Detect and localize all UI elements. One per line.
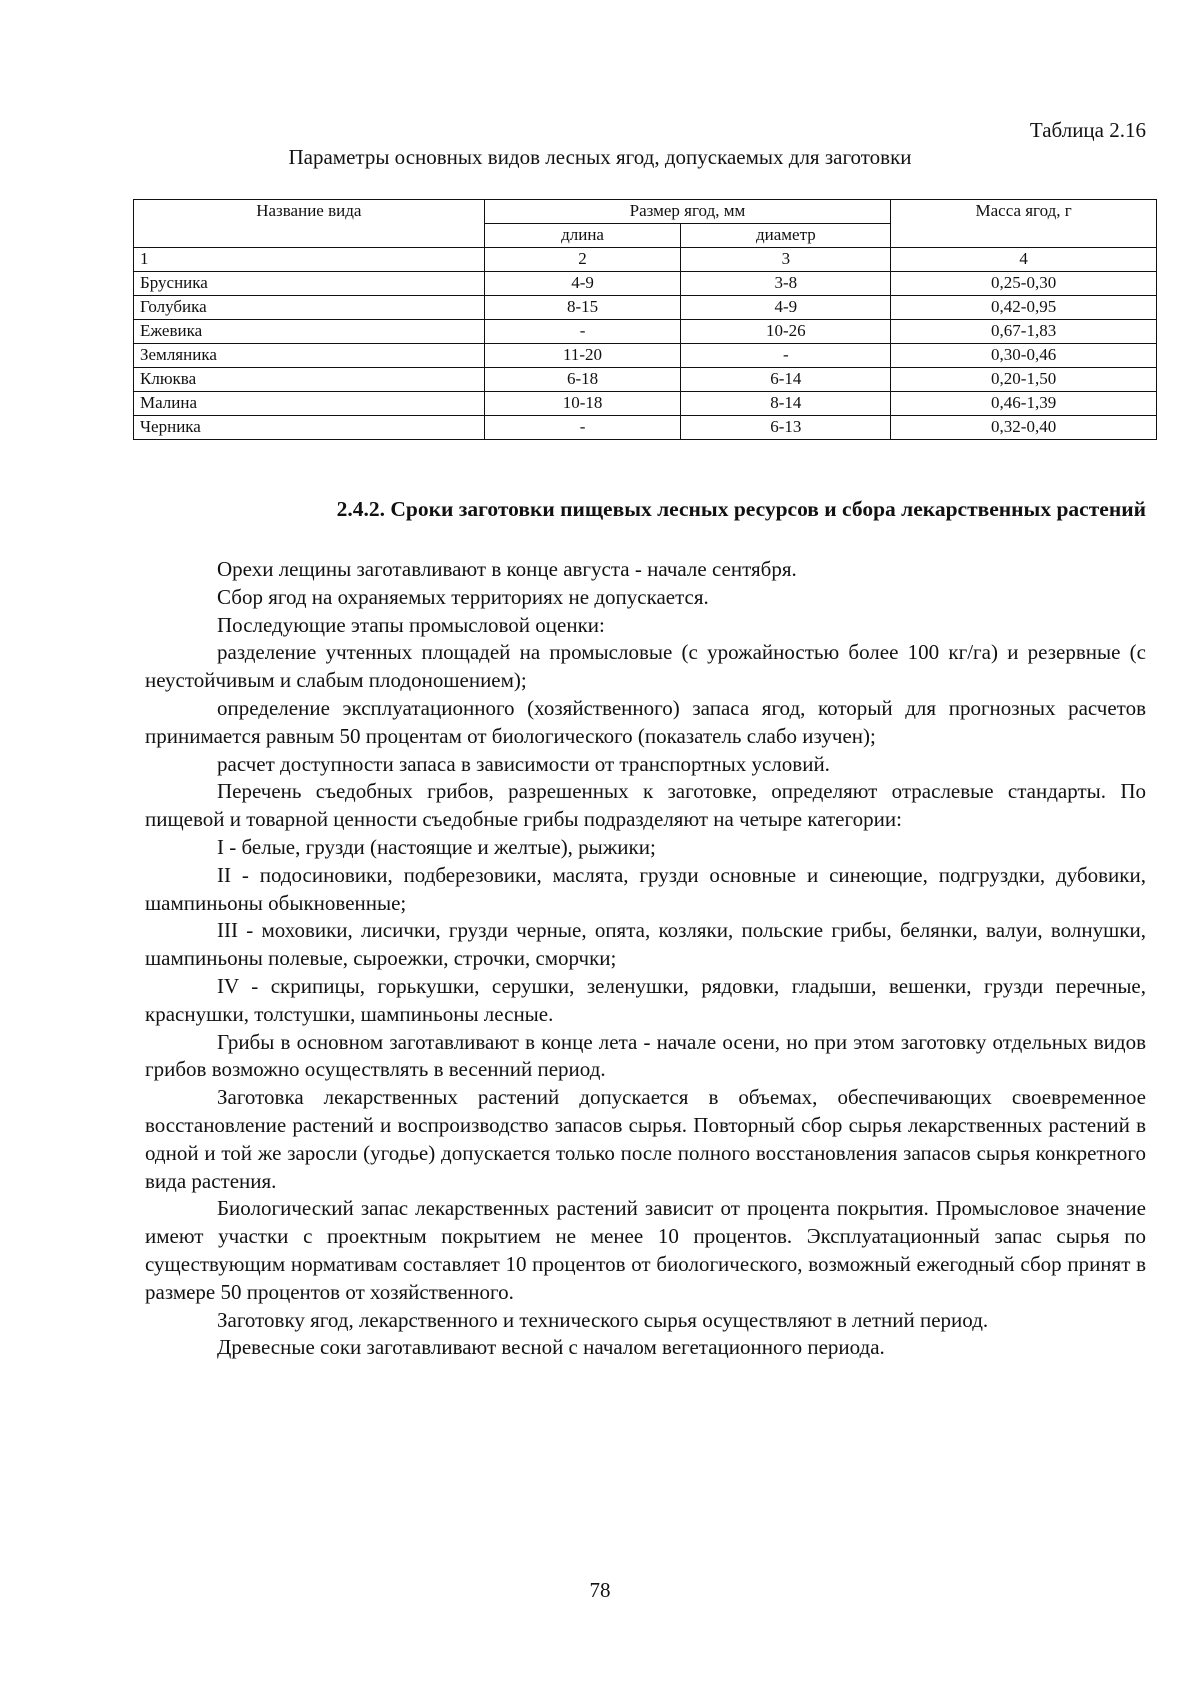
cell-length: 8-15: [484, 296, 681, 320]
paragraph: IV - скрипицы, горькушки, серушки, зеленушки, рядовки, гладыши, вешенки, грузди перечные, краснушки, толстушки, шампиньоны лесные.: [145, 973, 1146, 1026]
cell-mass: 0,20-1,50: [891, 368, 1157, 392]
paragraph: Заготовка лекарственных растений допускается в объемах, обеспечивающих своевременное восстановление растений и воспроизводство запасов сырья. Повторный сбор сырья лекарственных растений в одной и той же заросли (угодье) допускается только после полного восстановления запасов сырья конкретного вида растения.: [145, 1085, 1146, 1193]
cell-length: 11-20: [484, 344, 681, 368]
header-mass: Масса ягод, г: [891, 200, 1157, 248]
cell-mass: 0,30-0,46: [891, 344, 1157, 368]
cell-name: Ежевика: [134, 320, 485, 344]
paragraph: Сбор ягод на охраняемых территориях не допускается.: [217, 584, 709, 609]
paragraph: расчет доступности запаса в зависимости от транспортных условий.: [217, 751, 830, 776]
cell-diameter: -: [681, 344, 891, 368]
cell-length: 4-9: [484, 272, 681, 296]
table-row: [134, 392, 1157, 416]
paragraph: Заготовку ягод, лекарственного и технического сырья осуществляют в летний период.: [217, 1307, 989, 1332]
paragraph: Последующие этапы промысловой оценки:: [217, 612, 605, 637]
cell-mass: 0,42-0,95: [891, 296, 1157, 320]
cell-diameter: 8-14: [681, 392, 891, 416]
cell-diameter: 3-8: [681, 272, 891, 296]
cell-name: Малина: [134, 392, 485, 416]
cell-diameter: 4-9: [681, 296, 891, 320]
cell-name: Клюква: [134, 368, 485, 392]
column-number: 2: [484, 248, 681, 272]
cell-name: Брусника: [134, 272, 485, 296]
cell-mass: 0,46-1,39: [891, 392, 1157, 416]
paragraph: I - белые, грузди (настоящие и желтые), рыжики;: [217, 834, 656, 859]
table-caption: Параметры основных видов лесных ягод, допускаемых для заготовки: [288, 145, 912, 169]
cell-name: Голубика: [134, 296, 485, 320]
section-heading: 2.4.2. Сроки заготовки пищевых лесных ресурсов и сбора лекарственных растений: [336, 497, 1146, 521]
table-row: [134, 416, 1157, 440]
cell-length: 6-18: [484, 368, 681, 392]
cell-diameter: 6-13: [681, 416, 891, 440]
berry-parameters-table: [133, 199, 1157, 440]
cell-length: -: [484, 320, 681, 344]
table-row: [134, 272, 1157, 296]
table-number: Таблица 2.16: [1029, 118, 1146, 142]
page-number: 78: [589, 1578, 611, 1602]
column-number: 3: [681, 248, 891, 272]
paragraph: Древесные соки заготавливают весной с началом вегетационного периода.: [217, 1335, 885, 1360]
paragraph: II - подосиновики, подберезовики, маслята, грузди основные и синеющие, подгруздки, дубовики, шампиньоны обыкновенные;: [145, 862, 1146, 915]
column-number-row: [134, 248, 1157, 272]
header-diameter: диаметр: [681, 224, 891, 248]
cell-length: 10-18: [484, 392, 681, 416]
cell-length: -: [484, 416, 681, 440]
paragraph: Перечень съедобных грибов, разрешенных к заготовке, определяют отраслевые стандарты. По пищевой и товарной ценности съедобные грибы подразделяют на четыре категории:: [145, 779, 1146, 832]
paragraph: Биологический запас лекарственных растений зависит от процента покрытия. Промысловое значение имеют участки с проектным покрытием не менее 10 процентов. Эксплуатационный запас сырья по существующим нормативам составляет 10 процентов от биологического, возможный ежегодный сбор принят в размере 50 процентов от хозяйственного.: [145, 1196, 1146, 1304]
cell-name: Черника: [134, 416, 485, 440]
table-row: [134, 344, 1157, 368]
cell-mass: 0,67-1,83: [891, 320, 1157, 344]
body-text: [145, 556, 1146, 1362]
header-name: Название вида: [134, 200, 485, 248]
table-row: [134, 296, 1157, 320]
header-size: Размер ягод, мм: [484, 200, 891, 224]
paragraph: Орехи лещины заготавливают в конце августа - начале сентября.: [217, 557, 797, 581]
paragraph: III - моховики, лисички, грузди черные, опята, козляки, польские грибы, белянки, валуи, волнушки, шампиньоны полевые, сыроежки, строчки, сморчки;: [145, 918, 1146, 971]
column-number: 1: [134, 248, 485, 272]
cell-mass: 0,25-0,30: [891, 272, 1157, 296]
cell-diameter: 10-26: [681, 320, 891, 344]
paragraph: определение эксплуатационного (хозяйственного) запаса ягод, который для прогнозных расчетов принимается равным 50 процентам от биологического (показатель слабо изучен);: [145, 695, 1146, 748]
table-row: [134, 320, 1157, 344]
cell-name: Земляника: [134, 344, 485, 368]
header-length: длина: [484, 224, 681, 248]
paragraph: разделение учтенных площадей на промысловые (с урожайностью более 100 кг/га) и резервные (с неустойчивым и слабым плодоношением);: [145, 640, 1146, 693]
table-row: [134, 368, 1157, 392]
column-number: 4: [891, 248, 1157, 272]
paragraph: Грибы в основном заготавливают в конце лета - начале осени, но при этом заготовку отдельных видов грибов возможно осуществлять в весенний период.: [145, 1029, 1146, 1082]
cell-diameter: 6-14: [681, 368, 891, 392]
cell-mass: 0,32-0,40: [891, 416, 1157, 440]
